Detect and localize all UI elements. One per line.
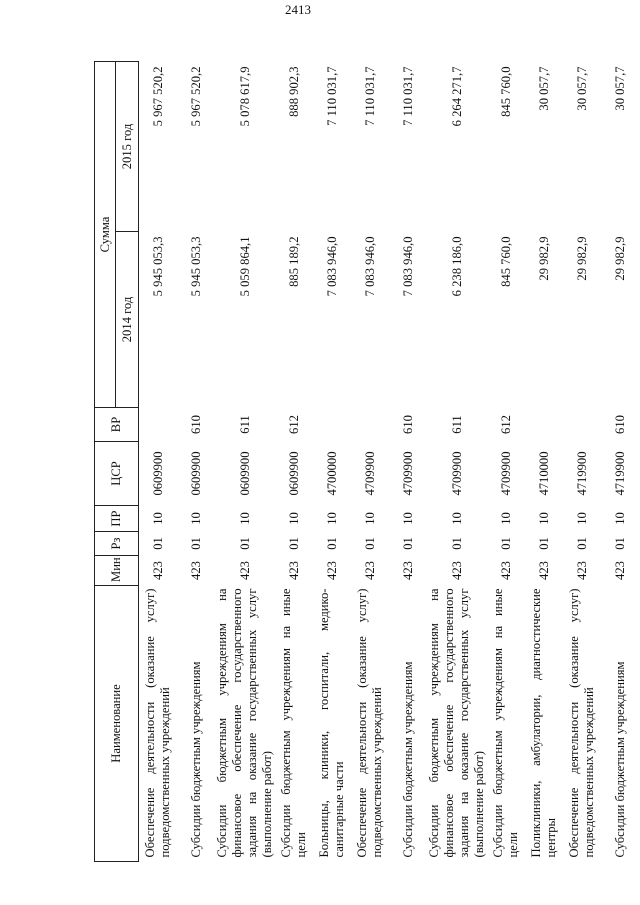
row-pr: 10 — [498, 512, 513, 525]
row-value-2015: 5 078 617,9 — [237, 66, 252, 127]
row-rz: 01 — [449, 537, 464, 550]
header-sum: Сумма — [95, 61, 116, 407]
row-pr: 10 — [362, 512, 377, 525]
row-csr: 4719900 — [612, 451, 627, 496]
row-vr — [351, 408, 389, 442]
table-row — [427, 61, 487, 861]
row-rz: 01 — [574, 537, 589, 550]
row-min: 423 — [400, 561, 415, 580]
row-csr: 0609900 — [237, 451, 252, 496]
row-name: Поликлиники, амбулатории, диагностические центры — [529, 588, 558, 858]
row-value-2015: 888 902,3 — [286, 66, 301, 117]
row-vr: 612 — [498, 415, 513, 434]
row-vr — [525, 408, 563, 442]
row-vr — [139, 408, 178, 442]
row-pr: 10 — [188, 512, 203, 525]
row-vr: 611 — [237, 415, 252, 434]
row-pr: 10 — [449, 512, 464, 525]
budget-table — [94, 61, 639, 862]
row-vr — [563, 408, 601, 442]
row-vr: 610 — [400, 415, 415, 434]
row-value-2014: 845 760,0 — [498, 236, 513, 287]
row-vr: 611 — [449, 415, 464, 434]
row-min: 423 — [362, 561, 377, 580]
table-row — [563, 61, 601, 861]
row-rz: 01 — [612, 537, 627, 550]
row-csr: 4700000 — [324, 451, 339, 496]
table-row — [389, 61, 427, 861]
row-csr: 4710000 — [536, 451, 551, 496]
row-min: 423 — [324, 561, 339, 580]
table-body — [139, 61, 640, 861]
row-vr: 612 — [286, 415, 301, 434]
table-row — [487, 61, 525, 861]
row-value-2015: 7 110 031,7 — [324, 66, 339, 126]
row-rz: 01 — [286, 537, 301, 550]
row-vr: 610 — [188, 415, 203, 434]
row-value-2015: 5 967 520,2 — [150, 66, 165, 127]
row-name: Субсидии бюджетным учреждениям на иные цели — [491, 588, 520, 858]
row-csr: 4709900 — [362, 451, 377, 496]
row-min: 423 — [612, 561, 627, 580]
row-rz: 01 — [188, 537, 203, 550]
row-csr: 4719900 — [574, 451, 589, 496]
row-name: Обеспечение деятельности (оказание услуг) подведомственных учреждений — [143, 588, 172, 858]
header-pr: ПР — [95, 506, 139, 532]
row-value-2014: 5 945 053,3 — [150, 236, 165, 297]
header-year-2015: 2015 год — [116, 61, 139, 231]
row-value-2015: 30 057,7 — [536, 66, 551, 111]
row-csr: 0609900 — [150, 451, 165, 496]
row-vr: 610 — [612, 415, 627, 434]
row-csr: 0609900 — [286, 451, 301, 496]
row-rz: 01 — [237, 537, 252, 550]
row-rz: 01 — [498, 537, 513, 550]
table-row — [313, 61, 351, 861]
row-min: 423 — [150, 561, 165, 580]
header-rz: Рз — [95, 532, 139, 556]
table-row — [139, 61, 178, 861]
row-value-2014: 5 945 053,3 — [188, 236, 203, 297]
row-rz: 01 — [324, 537, 339, 550]
row-min: 423 — [449, 561, 464, 580]
row-value-2015: 7 110 031,7 — [400, 66, 415, 126]
row-name: Обеспечение деятельности (оказание услуг) подведомственных учреждений — [355, 588, 384, 858]
row-pr: 10 — [324, 512, 339, 525]
row-name: Субсидии бюджетным учреждениям — [188, 661, 203, 858]
row-min: 423 — [286, 561, 301, 580]
row-csr: 0609900 — [188, 451, 203, 496]
row-value-2014: 5 059 864,1 — [237, 236, 252, 297]
row-value-2014: 29 982,9 — [612, 236, 627, 281]
row-value-2015: 30 057,7 — [574, 66, 589, 111]
row-pr: 10 — [237, 512, 252, 525]
table-row — [351, 61, 389, 861]
row-csr: 4709900 — [498, 451, 513, 496]
row-value-2015: 845 760,0 — [498, 66, 513, 117]
row-rz: 01 — [362, 537, 377, 550]
row-name: Обеспечение деятельности (оказание услуг) подведомственных учреждений — [567, 588, 596, 858]
table-row — [525, 61, 563, 861]
row-value-2014: 29 982,9 — [574, 236, 589, 281]
row-name: Больницы, клиники, госпитали, медико-санитарные части — [317, 588, 346, 858]
row-csr: 4709900 — [400, 451, 415, 496]
header-csr: ЦСР — [95, 442, 139, 506]
row-min: 423 — [574, 561, 589, 580]
header-min: Мин — [95, 556, 139, 586]
header-vr: ВР — [95, 408, 139, 442]
row-value-2015: 5 967 520,2 — [188, 66, 203, 127]
row-name: Субсидии бюджетным учреждениям на финансовое обеспечение государственного задания на оказание государственных услуг (выполнение работ) — [427, 588, 486, 858]
header-year-2014: 2014 год — [116, 232, 139, 408]
row-value-2014: 6 238 186,0 — [449, 236, 464, 297]
row-value-2014: 7 083 946,0 — [324, 236, 339, 297]
row-rz: 01 — [400, 537, 415, 550]
row-pr: 10 — [286, 512, 301, 525]
page-number: 2413 — [285, 2, 311, 17]
row-value-2014: 7 083 946,0 — [362, 236, 377, 297]
row-name: Субсидии бюджетным учреждениям на финансовое обеспечение государственного задания на оказание государственных услуг (выполнение работ) — [215, 588, 274, 858]
row-csr: 4709900 — [449, 451, 464, 496]
row-name: Субсидии бюджетным учреждениям — [400, 661, 415, 858]
header-name: Наименование — [95, 586, 139, 862]
table-row — [275, 61, 313, 861]
table-row — [215, 61, 275, 861]
table-row — [177, 61, 215, 861]
row-vr — [313, 408, 351, 442]
row-name: Субсидии бюджетным учреждениям на иные цели — [279, 588, 308, 858]
rotated-budget-table — [94, 62, 627, 862]
table-row — [601, 61, 639, 861]
row-value-2014: 885 189,2 — [286, 236, 301, 287]
row-pr: 10 — [574, 512, 589, 525]
row-pr: 10 — [612, 512, 627, 525]
row-value-2015: 30 057,7 — [612, 66, 627, 111]
row-min: 423 — [536, 561, 551, 580]
row-rz: 01 — [150, 537, 165, 550]
row-name: Субсидии бюджетным учреждениям — [612, 661, 627, 858]
row-value-2015: 6 264 271,7 — [449, 66, 464, 127]
row-min: 423 — [188, 561, 203, 580]
row-min: 423 — [498, 561, 513, 580]
row-min: 423 — [237, 561, 252, 580]
row-pr: 10 — [150, 512, 165, 525]
row-rz: 01 — [536, 537, 551, 550]
row-value-2014: 29 982,9 — [536, 236, 551, 281]
row-value-2015: 7 110 031,7 — [362, 66, 377, 126]
row-pr: 10 — [400, 512, 415, 525]
row-value-2014: 7 083 946,0 — [400, 236, 415, 297]
row-pr: 10 — [536, 512, 551, 525]
